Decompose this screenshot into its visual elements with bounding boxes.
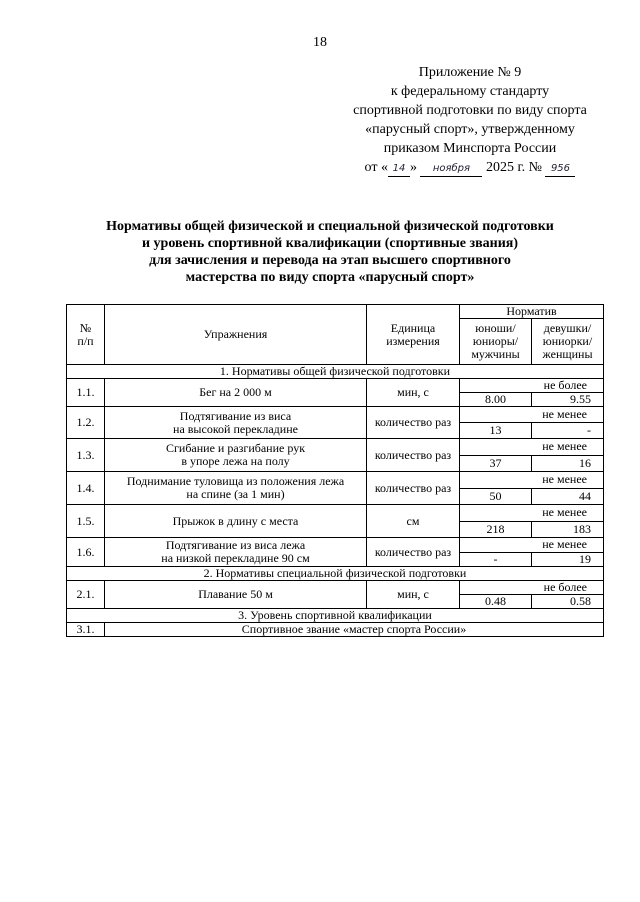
row-exercise: Поднимание туловища из положения лежа на спине (за 1 мин) [105, 472, 367, 505]
row-number: 3.1. [67, 623, 105, 637]
appendix-date-line [330, 158, 610, 177]
row-unit: мин, с [367, 581, 460, 609]
value-female: - [532, 423, 604, 439]
section-row [67, 609, 604, 623]
title-line: для зачисления и перевода на этап высшего спортивного [149, 253, 511, 268]
page-number: 18 [313, 35, 327, 50]
date-mid: » [409, 160, 417, 175]
row-condition: не менее [460, 538, 604, 553]
value-male: 218 [460, 521, 532, 538]
appendix-line: приказом Минспорта России [383, 141, 557, 156]
row-unit: мин, с [367, 379, 460, 407]
value-female: 16 [532, 455, 604, 472]
row-condition: не более [460, 379, 604, 393]
title-line: мастерства по виду спорта «парусный спорт» [185, 270, 475, 285]
row-number: 2.1. [67, 581, 105, 609]
row-exercise: Бег на 2 000 м [105, 379, 367, 407]
row-exercise: Подтягивание из виса лежа на низкой перекладине 90 см [105, 538, 367, 567]
row-number: 1.5. [67, 505, 105, 538]
value-male: 8.00 [460, 393, 532, 407]
appendix-line: «парусный спорт», утвержденному [365, 122, 575, 137]
row-exercise: Сгибание и разгибание рук в упоре лежа на полу [105, 439, 367, 472]
appendix-header [330, 63, 610, 177]
section-row [67, 365, 604, 379]
table-row [67, 538, 604, 553]
appendix-line: спортивной подготовки по виду спорта [353, 103, 587, 118]
value-female: 0.58 [532, 595, 604, 609]
row-unit: количество раз [367, 407, 460, 439]
value-female: 183 [532, 521, 604, 538]
table-row [67, 581, 604, 595]
value-female: 9.55 [532, 393, 604, 407]
handwritten-month: ноября [420, 162, 482, 177]
row-number: 1.4. [67, 472, 105, 505]
value-male: 0.48 [460, 595, 532, 609]
table-row [67, 505, 604, 522]
value-female: 19 [532, 552, 604, 567]
table-row [67, 379, 604, 393]
section-heading: 1. Нормативы общей физической подготовки [67, 365, 604, 379]
value-female: 44 [532, 488, 604, 505]
norms-table [66, 304, 604, 637]
row-condition: не менее [460, 439, 604, 456]
table-row [67, 407, 604, 423]
document-title [40, 218, 620, 286]
row-exercise: Плавание 50 м [105, 581, 367, 609]
value-male: 50 [460, 488, 532, 505]
row-number: 1.1. [67, 379, 105, 407]
row-unit: количество раз [367, 472, 460, 505]
header-male: юноши/ юниоры/ мужчины [460, 319, 532, 365]
date-year: 2025 г. № [485, 160, 542, 175]
row-condition: не менее [460, 407, 604, 423]
title-line: и уровень спортивной квалификации (спортивные звания) [141, 236, 519, 251]
table-row [67, 623, 604, 637]
handwritten-day: 14 [388, 162, 410, 177]
section-heading: 3. Уровень спортивной квалификации [67, 609, 604, 623]
row-unit: см [367, 505, 460, 538]
table-row [67, 439, 604, 456]
value-male: - [460, 552, 532, 567]
header-norm: Норматив [460, 305, 604, 319]
appendix-line: к федеральному стандарту [390, 84, 550, 99]
section-row [67, 567, 604, 581]
row-condition: не менее [460, 505, 604, 522]
appendix-title: Приложение № 9 [418, 65, 522, 80]
table-row [67, 472, 604, 489]
header-unit: Единица измерения [367, 305, 460, 365]
value-male: 13 [460, 423, 532, 439]
title-line: Нормативы общей физической и специальной физической подготовки [106, 219, 554, 234]
row-unit: количество раз [367, 538, 460, 567]
header-exercise: Упражнения [105, 305, 367, 365]
value-male: 37 [460, 455, 532, 472]
header-female: девушки/ юниорки/ женщины [532, 319, 604, 365]
handwritten-order-number: 956 [545, 162, 575, 177]
row-number: 1.6. [67, 538, 105, 567]
header-num: № п/п [67, 305, 105, 365]
date-prefix: от « [364, 160, 388, 175]
row-condition: не менее [460, 472, 604, 489]
row-exercise: Подтягивание из виса на высокой перекладине [105, 407, 367, 439]
section-heading: 2. Нормативы специальной физической подготовки [67, 567, 604, 581]
row-number: 1.2. [67, 407, 105, 439]
row-number: 1.3. [67, 439, 105, 472]
row-qualification: Спортивное звание «мастер спорта России» [105, 623, 604, 637]
row-unit: количество раз [367, 439, 460, 472]
row-exercise: Прыжок в длину с места [105, 505, 367, 538]
header-row [67, 305, 604, 319]
row-condition: не более [460, 581, 604, 595]
